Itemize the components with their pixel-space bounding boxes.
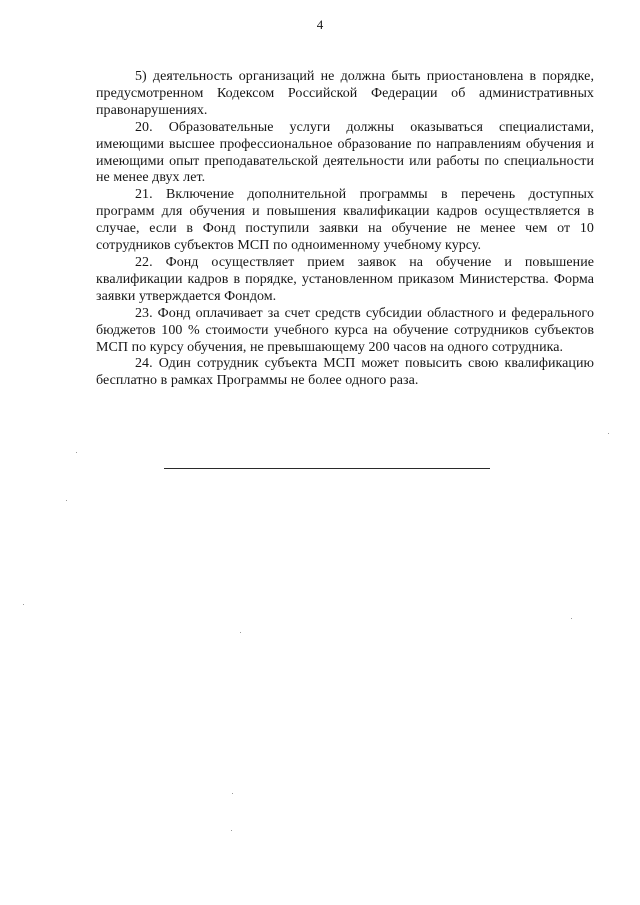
paragraph-20: 20. Образовательные услуги должны оказываться специалистами, имеющими высшее профессиональное образование по направлениям обучения и имеющими опыт преподавательской деятельности или работы по специальности не менее двух лет. — [96, 119, 594, 186]
paragraph-22: 22. Фонд осуществляет прием заявок на обучение и повышение квалификации кадров в порядке, установленном приказом Министерства. Форма заявки утверждается Фондом. — [96, 254, 594, 304]
scan-speck — [240, 632, 241, 633]
document-body — [96, 69, 594, 390]
paragraph-item-5: 5) деятельность организаций не должна быть приостановлена в порядке, предусмотренном Кодексом Российской Федерации об административных правонарушениях. — [96, 69, 594, 118]
scan-speck — [232, 793, 233, 794]
scan-speck — [231, 830, 232, 831]
page-number: 4 — [316, 17, 324, 32]
scan-speck — [23, 604, 24, 605]
scan-speck — [571, 618, 572, 619]
scan-speck — [608, 433, 609, 434]
paragraph-23: 23. Фонд оплачивает за счет средств субсидии областного и федерального бюджетов 100 % стоимости учебного курса на обучение сотрудников субъектов МСП по курсу обучения, не превышающему 200 часов на одного сотрудника. — [96, 305, 594, 355]
paragraph-21: 21. Включение дополнительной программы в перечень доступных программ для обучения и повышения квалификации кадров осуществляется в случае, если в Фонд поступили заявки на обучение не менее чем от 10 сотрудников субъектов МСП по одноименному учебному курсу. — [96, 187, 594, 254]
scan-speck — [66, 500, 67, 501]
closing-divider-line — [164, 468, 490, 469]
paragraph-24: 24. Один сотрудник субъекта МСП может повысить свою квалификацию бесплатно в рамках Программы не более одного раза. — [96, 356, 594, 389]
scan-speck — [76, 452, 77, 453]
